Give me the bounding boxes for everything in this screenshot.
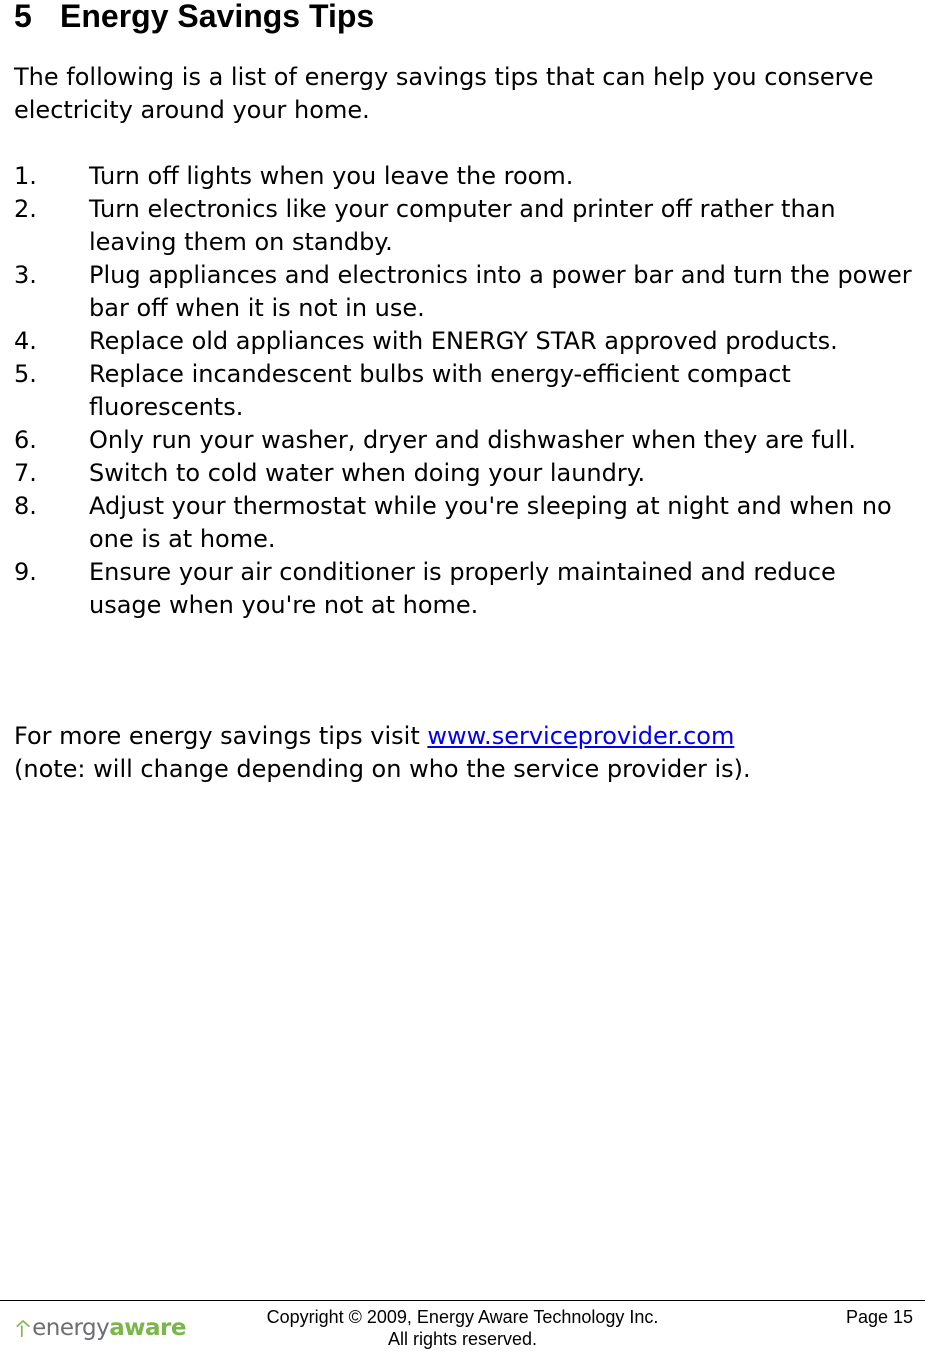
list-item-text: Replace incandescent bulbs with energy-efficient compact fluorescents. bbox=[89, 360, 791, 421]
list-item bbox=[14, 160, 914, 193]
logo-wordmark bbox=[32, 1315, 186, 1341]
closing-note: (note: will change depending on who the service provider is). bbox=[14, 755, 751, 783]
closing-text: For more energy savings tips visit bbox=[14, 722, 428, 750]
closing-paragraph bbox=[14, 720, 914, 786]
list-item bbox=[14, 193, 914, 259]
list-item-text: Ensure your air conditioner is properly maintained and reduce usage when you're not at home. bbox=[89, 558, 836, 619]
list-item-text: Only run your washer, dryer and dishwasher when they are full. bbox=[89, 426, 857, 454]
energy-aware-logo bbox=[16, 1310, 186, 1346]
list-item bbox=[14, 457, 914, 490]
section-heading bbox=[14, 0, 374, 38]
page-number: Page 15 bbox=[845, 1307, 913, 1327]
list-item bbox=[14, 259, 914, 325]
section-title: Energy Savings Tips bbox=[60, 0, 375, 34]
list-item-number: 6. bbox=[14, 426, 37, 454]
list-item-number: 9. bbox=[14, 558, 37, 586]
list-item-number: 3. bbox=[14, 261, 37, 289]
service-provider-link[interactable]: www.serviceprovider.com bbox=[427, 722, 735, 750]
list-item-text: Plug appliances and electronics into a power bar and turn the power bar off when it is not in use. bbox=[89, 261, 912, 322]
section-number: 5 bbox=[14, 0, 32, 34]
list-item bbox=[14, 325, 914, 358]
list-item-number: 7. bbox=[14, 459, 37, 487]
tips-list bbox=[14, 160, 914, 622]
logo-word-energy: energy bbox=[32, 1315, 110, 1341]
footer-divider bbox=[0, 1300, 925, 1301]
list-item-number: 1. bbox=[14, 162, 37, 190]
intro-paragraph: The following is a list of energy savings tips that can help you conserve electricity around your home. bbox=[14, 63, 874, 124]
list-item bbox=[14, 556, 914, 622]
list-item-text: Turn off lights when you leave the room. bbox=[89, 162, 574, 190]
list-item-number: 5. bbox=[14, 360, 37, 388]
copyright-line: Copyright © 2009, Energy Aware Technology Inc. bbox=[266, 1307, 659, 1327]
logo-word-aware: aware bbox=[109, 1315, 186, 1341]
list-item-text: Replace old appliances with ENERGY STAR approved products. bbox=[89, 327, 838, 355]
list-item-number: 8. bbox=[14, 492, 37, 520]
list-item-number: 4. bbox=[14, 327, 37, 355]
list-item bbox=[14, 358, 914, 424]
list-item bbox=[14, 424, 914, 457]
rights-line: All rights reserved. bbox=[387, 1329, 538, 1349]
copyright-notice bbox=[230, 1306, 695, 1350]
list-item bbox=[14, 490, 914, 556]
list-item-text: Switch to cold water when doing your laundry. bbox=[89, 459, 646, 487]
list-item-text: Adjust your thermostat while you're sleeping at night and when no one is at home. bbox=[89, 492, 892, 553]
house-logo-icon bbox=[16, 1313, 30, 1343]
list-item-number: 2. bbox=[14, 195, 37, 223]
list-item-text: Turn electronics like your computer and printer off rather than leaving them on standby. bbox=[89, 195, 836, 256]
